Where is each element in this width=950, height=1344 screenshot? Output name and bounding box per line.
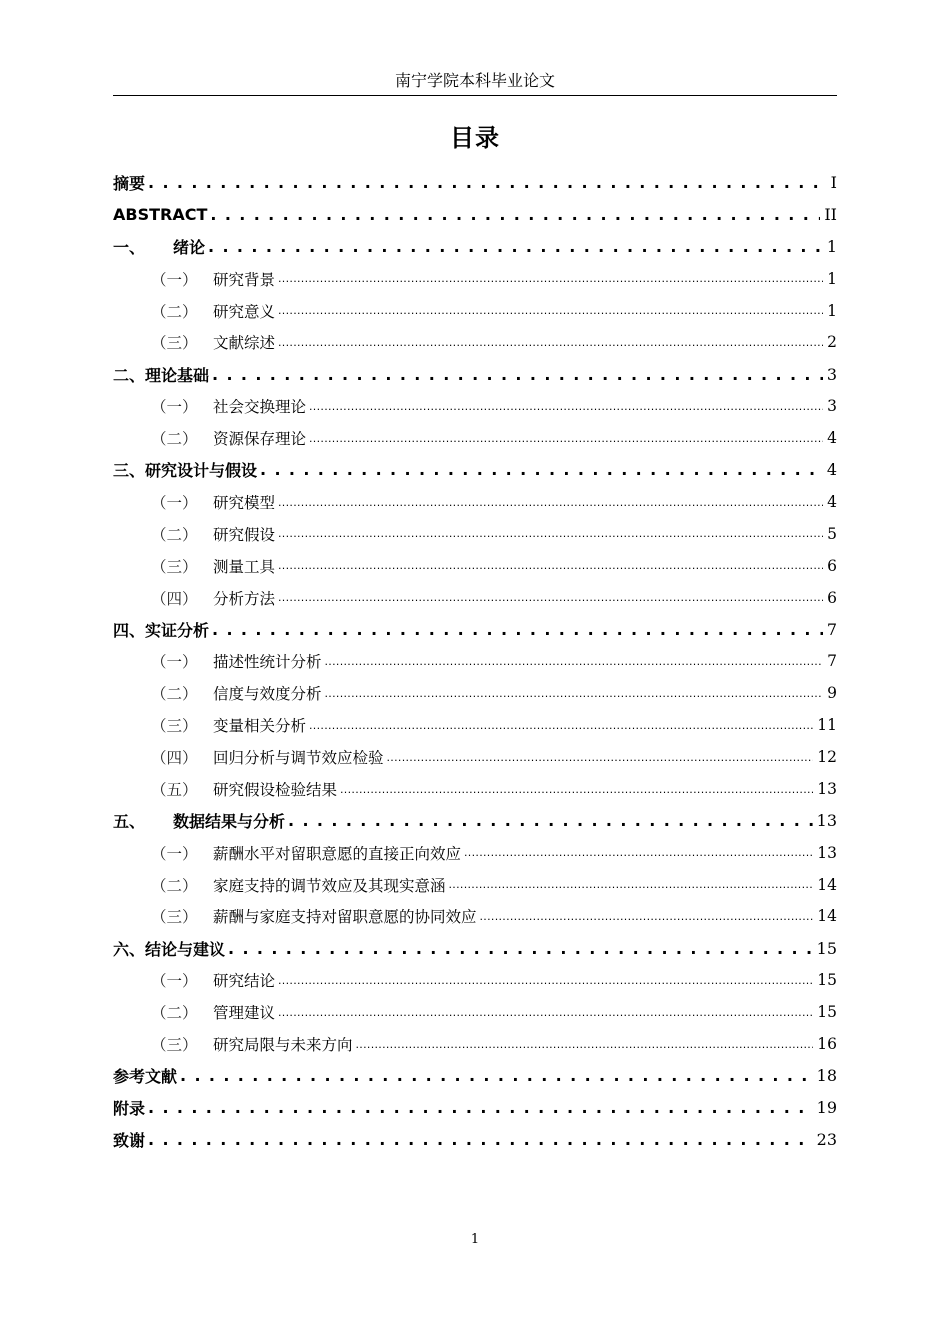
toc-section-entry[interactable] <box>113 263 837 295</box>
toc-chapter-entry[interactable] <box>113 358 837 390</box>
toc-entry-title: 薪酬与家庭支持对留职意愿的协同效应 <box>213 908 477 927</box>
toc-entry-title: 变量相关分析 <box>213 717 307 736</box>
toc-entry-title: 家庭支持的调节效应及其现实意涵 <box>213 876 446 895</box>
toc-entry-number: （三） <box>151 557 198 576</box>
toc-dot-leader <box>260 460 823 479</box>
toc-section-entry[interactable] <box>113 550 837 582</box>
toc-dot-leader <box>278 493 823 512</box>
toc-dot-leader <box>278 269 823 288</box>
toc-entry-page: 1 <box>827 269 837 288</box>
toc-entry-number: （五） <box>151 780 198 799</box>
toc-entry-number: （三） <box>151 334 198 353</box>
toc-section-entry[interactable] <box>113 773 837 805</box>
toc-dot-leader <box>340 780 813 799</box>
toc-dot-leader <box>180 1066 813 1085</box>
toc-section-entry[interactable] <box>113 390 837 422</box>
toc-entry-title: 管理建议 <box>213 1004 276 1023</box>
toc-entry-page: 3 <box>826 364 837 384</box>
toc-entry-title: 数据结果与分析 <box>173 812 286 832</box>
toc-entry-title: 社会交换理论 <box>213 398 307 417</box>
toc-entry-title: 资源保存理论 <box>213 430 307 449</box>
toc-dot-leader <box>278 301 823 320</box>
toc-entry-number: 五、 <box>113 812 146 832</box>
toc-entry-page: 15 <box>816 938 837 958</box>
toc-dot-leader <box>148 1130 813 1149</box>
toc-entry-page: I <box>830 173 837 193</box>
toc-dot-leader <box>325 684 824 703</box>
toc-dot-leader <box>212 365 823 384</box>
toc-section-entry[interactable] <box>113 1028 837 1060</box>
toc-chapter-entry[interactable] <box>113 199 837 231</box>
toc-entry-title: 研究假设检验结果 <box>213 780 338 799</box>
running-header: 南宁学院本科毕业论文 <box>394 71 555 90</box>
toc-title: 目录 <box>450 124 500 152</box>
toc-entry-title: 三、研究设计与假设 <box>113 461 258 481</box>
toc-entry-number: （一） <box>151 972 198 991</box>
toc-entry-page: 19 <box>816 1098 837 1118</box>
toc-section-entry[interactable] <box>113 295 837 327</box>
toc-entry-title: 回归分析与调节效应检验 <box>213 748 384 767</box>
toc-dot-leader <box>278 524 823 543</box>
toc-entry-title: 分析方法 <box>213 589 276 608</box>
toc-dot-leader <box>356 1035 814 1054</box>
toc-section-entry[interactable] <box>113 709 837 741</box>
toc-entry-page: 2 <box>827 333 837 352</box>
toc-dot-leader <box>278 1003 813 1022</box>
toc-entry-title: 研究意义 <box>213 302 276 321</box>
toc-dot-leader <box>228 939 813 958</box>
toc-entry-page: 15 <box>817 971 837 990</box>
toc-entry-number: （二） <box>151 1004 198 1023</box>
toc-entry-page: 6 <box>827 588 837 607</box>
toc-section-entry[interactable] <box>113 422 837 454</box>
toc-dot-leader <box>278 971 813 990</box>
toc-entry-number: （四） <box>151 748 198 767</box>
toc-entry-number: （三） <box>151 908 198 927</box>
toc-entry-page: 13 <box>816 811 837 831</box>
toc-entry-title: 研究背景 <box>213 270 276 289</box>
toc-entry-page: 11 <box>817 716 837 735</box>
toc-entry-page: 14 <box>817 907 837 926</box>
page-number: 1 <box>470 1232 480 1247</box>
toc-entry-title: 绪论 <box>173 238 206 258</box>
toc-entry-number: （二） <box>151 302 198 321</box>
toc-entry-title: 六、结论与建议 <box>113 939 226 959</box>
toc-entry-page: 15 <box>817 1003 837 1022</box>
toc-section-entry[interactable] <box>113 837 837 869</box>
toc-dot-leader <box>464 843 813 862</box>
toc-entry-page: 23 <box>816 1130 837 1150</box>
toc-section-entry[interactable] <box>113 582 837 614</box>
toc-dot-leader <box>278 588 823 607</box>
toc-chapter-entry[interactable] <box>113 167 837 199</box>
toc-section-entry[interactable] <box>113 518 837 550</box>
toc-entry-title: 摘要 <box>113 174 146 194</box>
toc-dot-leader <box>148 1098 813 1117</box>
toc-entry-title: 信度与效度分析 <box>213 685 322 704</box>
toc-entry-page: 14 <box>817 875 837 894</box>
toc-entry-title: 四、实证分析 <box>113 620 210 640</box>
toc-entry-page: 13 <box>817 843 837 862</box>
toc-entry-title: ABSTRACT <box>113 205 208 225</box>
toc-entry-number: （三） <box>151 1035 198 1054</box>
toc-entry-title: 二、理论基础 <box>113 365 210 385</box>
toc-entry-page: 4 <box>826 460 837 480</box>
toc-entry-title: 薪酬水平对留职意愿的直接正向效应 <box>213 844 462 863</box>
toc-dot-leader <box>288 811 813 830</box>
toc-dot-leader <box>309 397 823 416</box>
toc-section-entry[interactable] <box>113 964 837 996</box>
toc-entry-page: 13 <box>817 779 837 798</box>
toc-entry-page: 5 <box>827 524 837 543</box>
toc-section-entry[interactable] <box>113 869 837 901</box>
toc-entry-page: 9 <box>827 684 837 703</box>
toc-entry-title: 参考文献 <box>113 1067 178 1087</box>
toc-entry-number: （二） <box>151 430 198 449</box>
toc-entry-title: 文献综述 <box>213 334 276 353</box>
toc-entry-number: （一） <box>151 844 198 863</box>
toc-entry-number: （二） <box>151 685 198 704</box>
toc-dot-leader <box>212 620 823 639</box>
toc-dot-leader <box>278 333 823 352</box>
toc-dot-leader <box>325 652 824 671</box>
toc-section-entry[interactable] <box>113 996 837 1028</box>
toc-entry-title: 研究局限与未来方向 <box>213 1035 353 1054</box>
toc-entry-page: 16 <box>817 1034 837 1053</box>
toc-entry-page: 4 <box>827 429 837 448</box>
toc-entry-page: 18 <box>816 1066 837 1086</box>
toc-entry-page: 4 <box>827 492 837 511</box>
toc-chapter-entry[interactable] <box>113 932 837 964</box>
toc-entry-number: （一） <box>151 270 198 289</box>
toc-entry-number: （一） <box>151 493 198 512</box>
toc-entry-title: 致谢 <box>113 1131 146 1151</box>
toc-section-entry[interactable] <box>113 900 837 932</box>
toc-chapter-entry[interactable] <box>113 1060 837 1092</box>
toc-entry-title: 研究假设 <box>213 525 276 544</box>
toc-chapter-entry[interactable] <box>113 805 837 837</box>
toc-entry-page: 1 <box>827 301 837 320</box>
toc-section-entry[interactable] <box>113 677 837 709</box>
toc-entry-page: 7 <box>826 619 837 639</box>
toc-entry-title: 附录 <box>113 1099 146 1119</box>
toc-dot-leader <box>449 875 814 894</box>
toc-entry-title: 测量工具 <box>213 557 276 576</box>
toc-entry-page: II <box>824 205 837 225</box>
toc-entry-title: 研究模型 <box>213 493 276 512</box>
toc-chapter-entry[interactable] <box>113 1092 837 1124</box>
toc-entry-number: （一） <box>151 398 198 417</box>
toc-dot-leader <box>148 173 827 192</box>
toc-entry-number: （一） <box>151 653 198 672</box>
toc-chapter-entry[interactable] <box>113 1124 837 1156</box>
toc-section-entry[interactable] <box>113 645 837 677</box>
toc-entry-number: （四） <box>151 589 198 608</box>
toc-chapter-entry[interactable] <box>113 613 837 645</box>
toc-dot-leader <box>309 429 823 448</box>
toc-entry-page: 12 <box>817 747 837 766</box>
toc-dot-leader <box>387 748 814 767</box>
toc-entry-number: 一、 <box>113 238 146 258</box>
header-divider <box>113 95 837 96</box>
toc-entry-title: 研究结论 <box>213 972 276 991</box>
toc-section-entry[interactable] <box>113 741 837 773</box>
toc-section-entry[interactable] <box>113 326 837 358</box>
toc-entry-page: 3 <box>827 397 837 416</box>
toc-entry-page: 1 <box>826 237 837 257</box>
table-of-contents <box>113 167 837 1156</box>
toc-entry-page: 7 <box>827 652 837 671</box>
toc-section-entry[interactable] <box>113 486 837 518</box>
toc-entry-number: （三） <box>151 717 198 736</box>
toc-entry-page: 6 <box>827 556 837 575</box>
toc-dot-leader <box>208 237 823 256</box>
toc-chapter-entry[interactable] <box>113 231 837 263</box>
toc-dot-leader <box>309 716 813 735</box>
toc-dot-leader <box>480 907 814 926</box>
toc-entry-number: （二） <box>151 876 198 895</box>
toc-entry-title: 描述性统计分析 <box>213 653 322 672</box>
toc-dot-leader <box>210 205 820 224</box>
toc-dot-leader <box>278 556 823 575</box>
toc-chapter-entry[interactable] <box>113 454 837 486</box>
toc-entry-number: （二） <box>151 525 198 544</box>
